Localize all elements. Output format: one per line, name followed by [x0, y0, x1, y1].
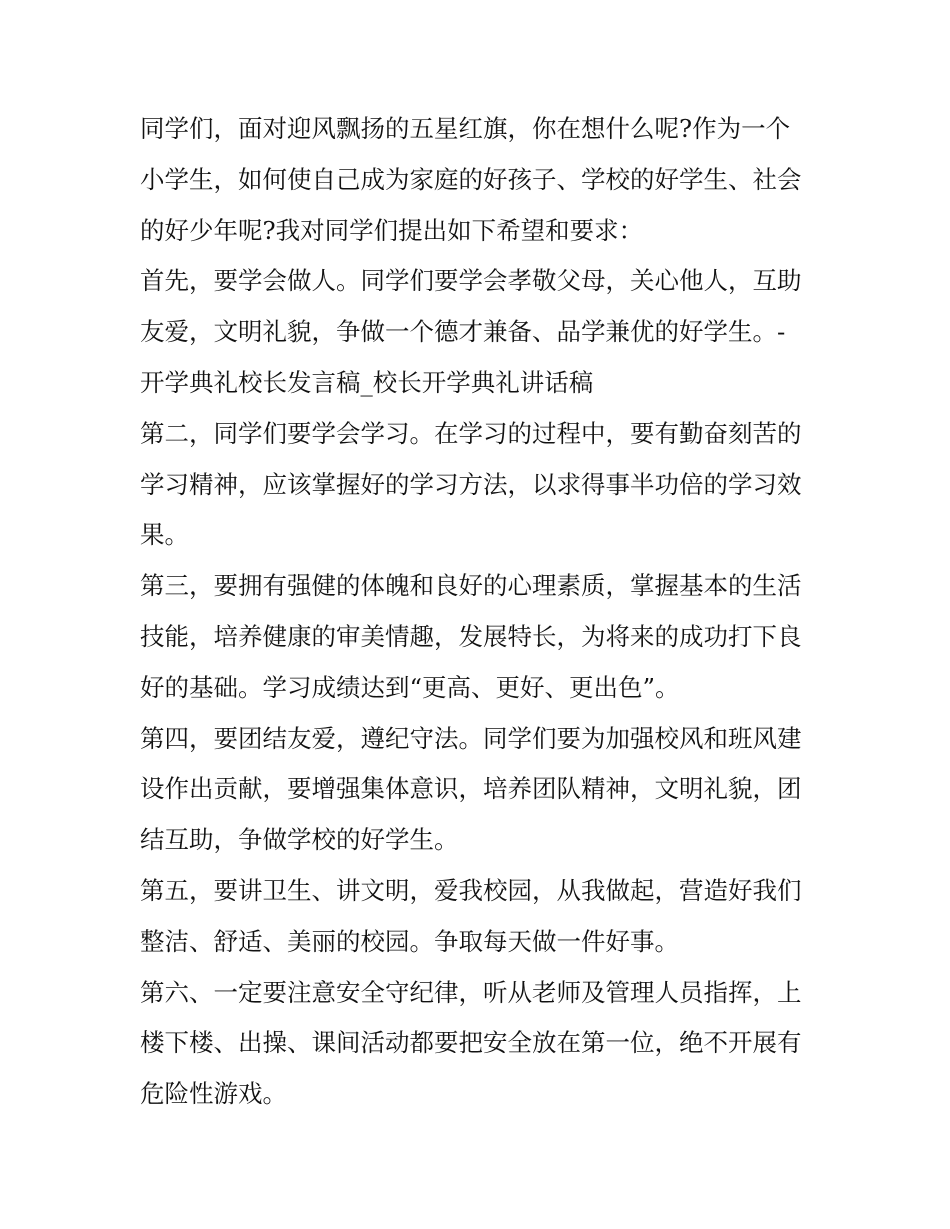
text-line: 首先，要学会做人。同学们要学会孝敬父母，关心他人，互助: [140, 266, 802, 296]
text-line: 的好少年呢?我对同学们提出如下希望和要求：: [140, 215, 644, 245]
text-line: 结互助，争做学校的好学生。: [140, 825, 459, 855]
text-line: 技能，培养健康的审美情趣，发展特长，为将来的成功打下良: [140, 621, 802, 651]
text-line: 开学典礼校长发言稿_校长开学典礼讲话稿: [140, 367, 594, 397]
text-line: 第六、一定要注意安全守纪律，听从老师及管理人员指挥，上: [140, 977, 802, 1007]
text-line: 设作出贡献，要增强集体意识，培养团队精神，文明礼貌，团: [140, 774, 802, 804]
text-line: 同学们，面对迎风飘扬的五星红旗，你在想什么呢?作为一个: [140, 114, 791, 143]
text-line: 危险性游戏。: [140, 1079, 287, 1109]
text-line: 果。: [140, 520, 189, 550]
text-line: 小学生，如何使自己成为家庭的好孩子、学校的好学生、社会: [140, 164, 802, 194]
text-line: 第五，要讲卫生、讲文明，爱我校园，从我做起，营造好我们: [140, 875, 802, 905]
text-line: 第三，要拥有强健的体魄和良好的心理素质，掌握基本的生活: [140, 571, 802, 601]
text-line: 整洁、舒适、美丽的校园。争取每天做一件好事。: [140, 926, 679, 956]
text-line: 好的基础。学习成绩达到“更高、更好、更出色”。: [140, 672, 680, 702]
document-body: [140, 104, 815, 1120]
text-line: 第二，同学们要学会学习。在学习的过程中，要有勤奋刻苦的: [140, 418, 802, 448]
text-line: 学习精神，应该掌握好的学习方法，以求得事半功倍的学习效: [140, 469, 802, 499]
text-line: 第四，要团结友爱，遵纪守法。同学们要为加强校风和班风建: [140, 723, 802, 753]
text-line: 楼下楼、出操、课间活动都要把安全放在第一位，绝不开展有: [140, 1028, 802, 1058]
text-line: 友爱，文明礼貌，争做一个德才兼备、品学兼优的好学生。-: [140, 317, 786, 347]
